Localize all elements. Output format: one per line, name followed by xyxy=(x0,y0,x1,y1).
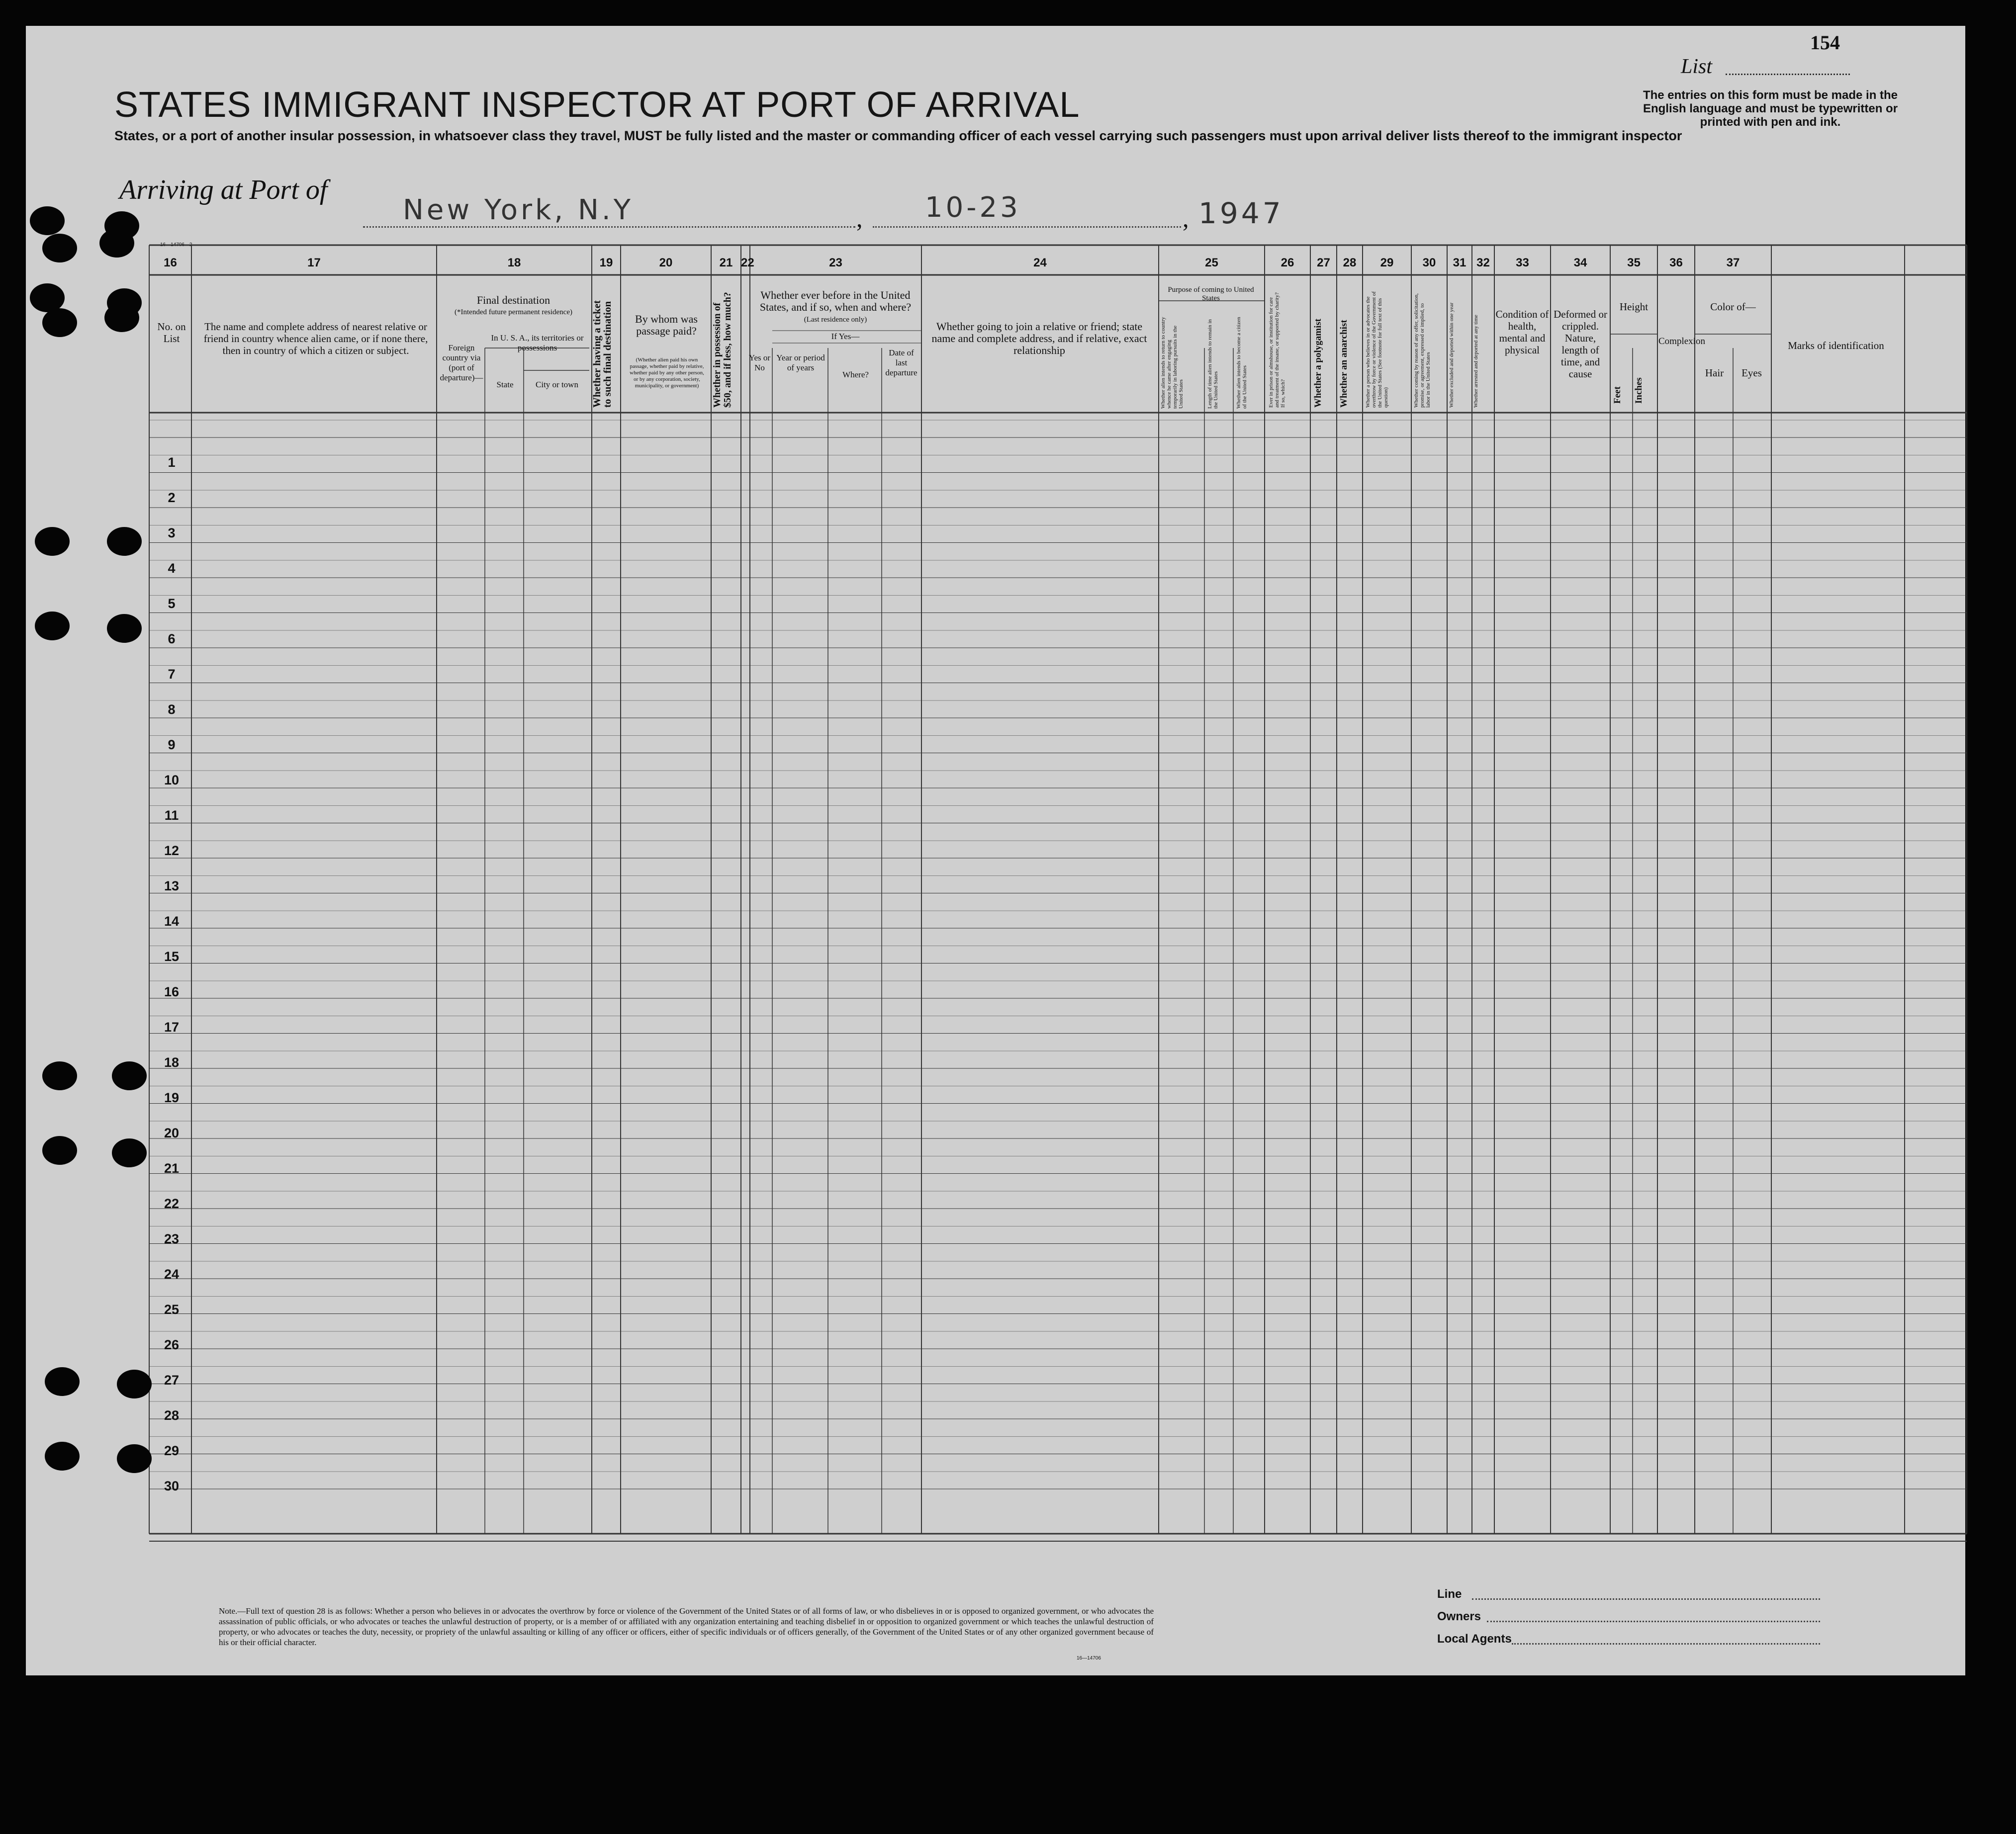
page-subtitle: States, or a port of another insular possession, in whatsoever class they travel, MUST be fully listed and the master or commanding officer of each vessel carrying such passengers must upon arrival deliver lists thereof to the immigrant inspector xyxy=(114,128,1682,143)
punch-hole xyxy=(112,1061,147,1090)
owners-label: Owners xyxy=(1437,1610,1481,1623)
column-number-19: 19 xyxy=(599,256,613,269)
punch-hole xyxy=(42,1136,77,1165)
col-29-label: Whether coming by reason of any offer, solicitation, promise, or agreement, expressed or implied, to labor in the United States xyxy=(1413,293,1431,408)
year-value: 1947 xyxy=(1198,196,1284,230)
row-number: 29 xyxy=(164,1443,180,1458)
punch-hole xyxy=(117,1444,152,1473)
row-number: 5 xyxy=(168,596,176,611)
col-22-year: Year or period of years xyxy=(776,353,825,372)
owners-field xyxy=(1487,1621,1820,1622)
date-value: 10-23 xyxy=(925,191,1021,224)
row-number: 23 xyxy=(164,1231,180,1246)
col-35-label: Complexion xyxy=(1658,336,1705,347)
column-number-30: 30 xyxy=(1422,256,1436,269)
punch-hole xyxy=(35,611,70,640)
col-21-label: Whether in possession of $50, and if less, how much? xyxy=(712,292,733,408)
row-number: 9 xyxy=(168,737,176,752)
punch-hole xyxy=(45,1442,80,1471)
list-line xyxy=(1726,74,1850,75)
agents-label: Local Agents xyxy=(1437,1632,1512,1646)
col-36-eyes: Eyes xyxy=(1741,367,1762,379)
manifest-sheet xyxy=(26,26,1965,1675)
column-number-28: 28 xyxy=(1343,256,1357,269)
row-number: 14 xyxy=(164,914,180,929)
row-number: 28 xyxy=(164,1408,180,1423)
row-number: 18 xyxy=(164,1055,180,1070)
row-number: 7 xyxy=(168,667,176,682)
col-24-return: Whether alien intends to return to country whence he came after engaging temporarily in laboring pursuits in the United States xyxy=(1160,317,1184,409)
col-17-label: The name and complete address of nearest relative or friend in country whence alien came, or if none there, then in country of which a citizen or subject. xyxy=(203,321,428,356)
column-number-34: 34 xyxy=(1573,256,1587,269)
col-18-state: State xyxy=(496,380,514,389)
column-number-18: 18 xyxy=(507,256,521,269)
row-number: 24 xyxy=(164,1267,180,1282)
col-24-citizen: Whether alien intends to become a citizen of the United States xyxy=(1236,317,1248,409)
col-18-foreign: Foreign country via (port of departure)— xyxy=(440,343,483,382)
column-number-21: 21 xyxy=(719,256,733,269)
row-number: 22 xyxy=(164,1196,180,1211)
col-24-length: Length of time alien intends to remain in the United States xyxy=(1207,319,1219,409)
column-number-31: 31 xyxy=(1453,256,1466,269)
punch-hole xyxy=(117,1370,152,1398)
agents-field xyxy=(1512,1643,1820,1645)
column-number-23: 23 xyxy=(829,256,842,269)
col-25-label: Ever in prison or almshouse, or institution for care and treatment of the insane, or supported by charity? If so, which? xyxy=(1268,292,1286,408)
column-number-37: 37 xyxy=(1726,256,1740,269)
list-number: 154 xyxy=(1810,31,1840,54)
col-34-feet: Feet xyxy=(1612,386,1623,404)
col-33-label: Deformed or crippled. Nature, length of time, and cause xyxy=(1554,308,1607,380)
punch-hole xyxy=(42,1061,77,1090)
row-number: 2 xyxy=(168,490,176,505)
punch-hole xyxy=(30,206,65,235)
punch-hole xyxy=(112,1138,147,1167)
punch-hole xyxy=(42,234,77,262)
comma: , xyxy=(856,204,863,232)
col-22-departure: Date of last departure xyxy=(885,348,917,377)
column-number-20: 20 xyxy=(659,256,673,269)
row-number: 13 xyxy=(164,878,180,893)
page-title: STATES IMMIGRANT INSPECTOR AT PORT OF ARRIVAL xyxy=(114,85,1080,125)
port-value: New York, N.Y xyxy=(403,194,634,226)
line-field xyxy=(1472,1598,1820,1600)
column-number-24: 24 xyxy=(1033,256,1047,269)
footnote: Note.—Full text of question 28 is as follows: Whether a person who believes in or advocates the overthrow by force or violence of the Government of the United States or of all forms of law, or who disbelieves in or is opposed to organized government, or who advocates the assassination of public officials, or who advocates or teaches the unlawful destruction of property, or is a member of or affiliated with any organization entertaining and teaching disbelief in or opposition to organized government or which teaches the unlawful destruction of property, or who advocates or teaches the duty, necessity, or propriety of the unlawful assaulting or killing of any officer or officers, either of specific individuals or of officers generally, of the Government of the United States or of any other organized government because of his or their official character. xyxy=(219,1606,1154,1647)
col-19-label: Whether having a ticket to such final destination xyxy=(591,300,613,408)
row-number: 20 xyxy=(164,1126,180,1140)
row-number: 26 xyxy=(164,1337,180,1352)
col-36-label: Color of— xyxy=(1710,301,1756,313)
col-18-label: Final destination xyxy=(476,294,550,306)
column-number-26: 26 xyxy=(1281,256,1294,269)
column-number-16: 16 xyxy=(164,256,177,269)
column-number-35: 35 xyxy=(1627,256,1641,269)
col-22-ifyes: If Yes— xyxy=(831,332,860,341)
row-number: 12 xyxy=(164,843,180,858)
line-label: Line xyxy=(1437,1587,1462,1601)
column-number-25: 25 xyxy=(1205,256,1218,269)
row-number: 15 xyxy=(164,949,180,964)
row-number: 19 xyxy=(164,1090,180,1105)
col-18-city: City or town xyxy=(536,380,578,389)
row-number: 27 xyxy=(164,1373,180,1388)
col-28-label: Whether a person who believes in or advocates the overthrow by force or violence of the Government of the United States (See footnote for full text of this question) xyxy=(1365,291,1389,408)
column-number-33: 33 xyxy=(1516,256,1529,269)
row-number: 4 xyxy=(168,561,176,576)
col-32-label: Condition of health, mental and physical xyxy=(1495,308,1549,356)
col-18-note: (*Intended future permanent residence) xyxy=(455,308,572,316)
punch-hole xyxy=(104,303,139,332)
punch-hole xyxy=(45,1367,80,1396)
col-22-where: Where? xyxy=(842,370,869,379)
row-number: 1 xyxy=(168,455,176,470)
col-22-label: Whether ever before in the United States, and if so, when and where? xyxy=(759,289,912,313)
row-number: 25 xyxy=(164,1302,180,1317)
column-number-22: 22 xyxy=(741,256,754,269)
col-22-note: (Last residence only) xyxy=(804,316,867,324)
col-22-yesno: Yes or No xyxy=(748,353,771,372)
row-number: 8 xyxy=(168,702,176,717)
form-instructions: The entries on this form must be made in the English language and must be typewritten or printed with pen and ink. xyxy=(1643,88,1898,129)
comma-2: , xyxy=(1183,204,1189,232)
col-20-label: By whom was passage paid? xyxy=(635,313,698,337)
col-37-label: Marks of identification xyxy=(1788,340,1884,351)
row-number: 10 xyxy=(164,773,180,787)
col-16-label: No. on List xyxy=(157,321,186,345)
column-number-27: 27 xyxy=(1317,256,1330,269)
punch-hole xyxy=(107,527,142,556)
col-23-label: Whether going to join a relative or friend; state name and complete address, and if relative, exact relationship xyxy=(931,320,1147,356)
col-20-note: (Whether alien paid his own passage, whether paid by relative, whether paid by any other person, or by any corporation, society, municipality, or government) xyxy=(630,357,704,389)
col-24-label: Purpose of coming to United States xyxy=(1168,286,1254,302)
column-number-29: 29 xyxy=(1380,256,1394,269)
column-number-17: 17 xyxy=(307,256,321,269)
date-line xyxy=(873,226,1181,228)
col-36-hair: Hair xyxy=(1705,367,1724,379)
row-number: 3 xyxy=(168,525,176,540)
row-number: 17 xyxy=(164,1020,180,1035)
row-number: 6 xyxy=(168,631,176,646)
row-number: 21 xyxy=(164,1161,180,1176)
port-line xyxy=(363,226,855,228)
punch-hole xyxy=(107,614,142,643)
punch-hole xyxy=(42,308,77,337)
row-number: 16 xyxy=(164,984,180,999)
col-27-label: Whether an anarchist xyxy=(1339,320,1349,408)
footer-form-code: 16—14706 xyxy=(1077,1656,1101,1661)
punch-hole xyxy=(99,229,134,258)
col-30-label: Whether excluded and deported within one year xyxy=(1449,302,1455,408)
col-34-inches: Inches xyxy=(1634,377,1644,404)
arriving-label: Arriving at Port of xyxy=(119,175,328,205)
row-number: 11 xyxy=(164,808,179,823)
col-34-label: Height xyxy=(1619,301,1649,313)
form-code: 16—14706—2 xyxy=(160,242,192,248)
col-18-usa: In U. S. A., its territories or possessions xyxy=(491,333,584,352)
col-31-label: Whether arrested and deported at any time xyxy=(1473,315,1479,408)
column-number-32: 32 xyxy=(1476,256,1490,269)
col-26-label: Whether a polygamist xyxy=(1313,318,1323,408)
punch-hole xyxy=(35,527,70,556)
row-number: 30 xyxy=(164,1479,180,1493)
column-number-36: 36 xyxy=(1669,256,1683,269)
list-label: List xyxy=(1681,55,1713,78)
